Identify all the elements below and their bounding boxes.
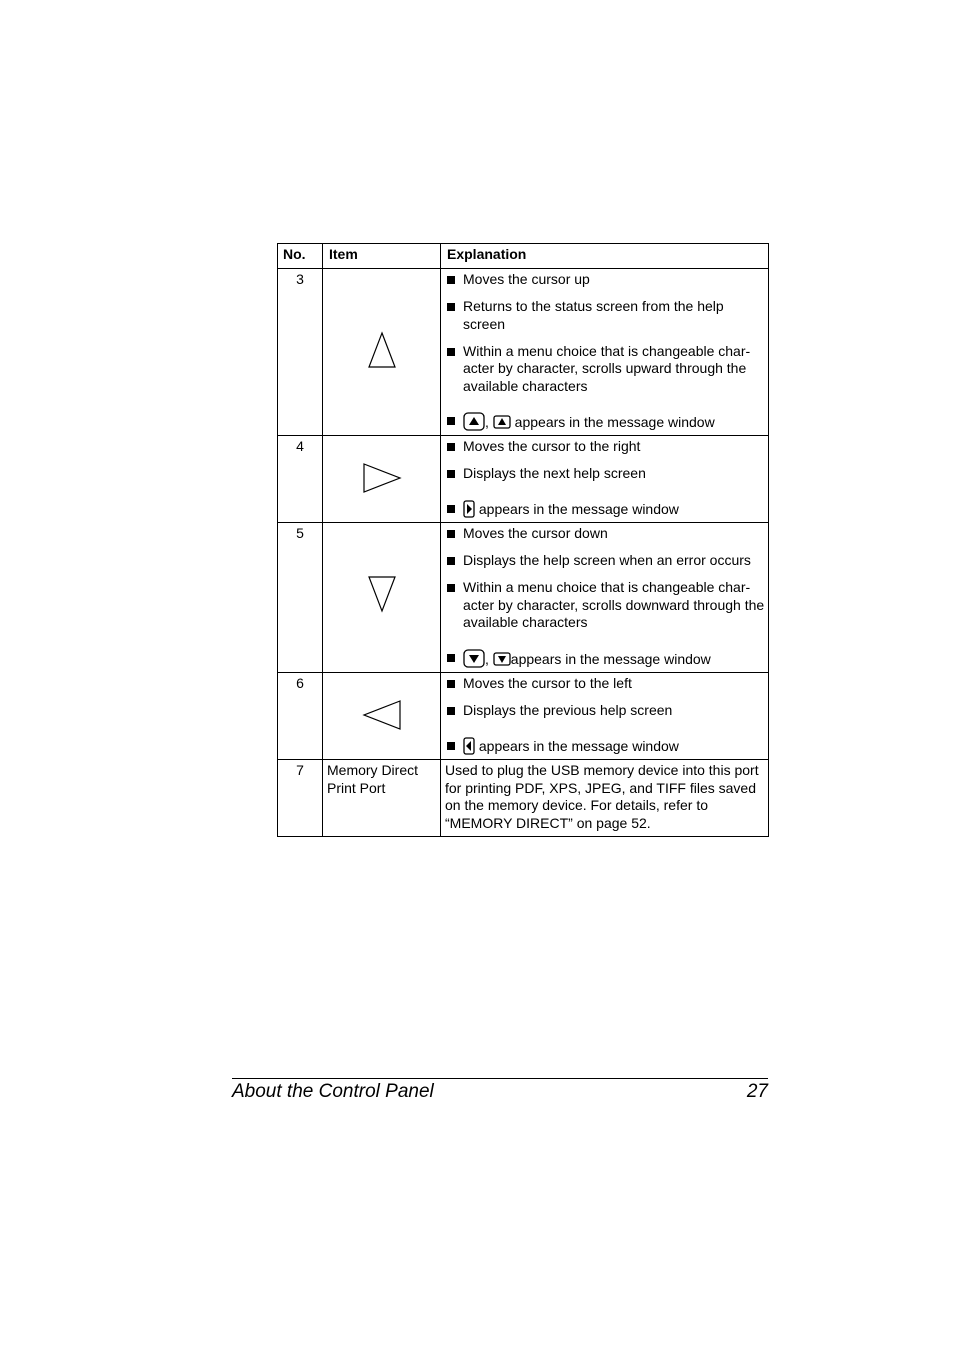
- item-label: Memory Direct Print Port: [323, 760, 441, 837]
- list-item: Within a menu choice that is changeable char-acter by character, scrolls upward through the available characters: [445, 343, 766, 396]
- list-item: Moves the cursor down: [445, 525, 766, 543]
- down-key-icon: [463, 649, 485, 668]
- explanation-cell: [441, 269, 769, 436]
- up-arrow-display-icon: [493, 415, 511, 429]
- up-key-icon: [463, 412, 485, 431]
- list-item: Within a menu choice that is changeable char-acter by character, scrolls downward through the available characters: [445, 579, 766, 632]
- header-no: No.: [278, 244, 323, 269]
- footer-title: About the Control Panel: [232, 1081, 434, 1102]
- item-cell: [323, 673, 441, 760]
- right-triangle-icon: [362, 462, 402, 494]
- table-row-6: [278, 673, 769, 760]
- list-item: , appears in the message window: [445, 412, 766, 432]
- table-row-5: [278, 523, 769, 673]
- explanation-cell: [441, 673, 769, 760]
- item-cell: [323, 269, 441, 436]
- right-arrow-display-icon: [463, 500, 475, 518]
- row-number: 4: [278, 436, 323, 523]
- down-arrow-display-icon: [493, 652, 511, 666]
- table-header-row: [278, 244, 769, 269]
- item-cell: [323, 436, 441, 523]
- header-explanation: Explanation: [441, 244, 769, 269]
- row-number: 7: [278, 760, 323, 837]
- list-item: appears in the message window: [445, 737, 766, 756]
- footer-divider: [232, 1078, 768, 1079]
- item-cell: [323, 523, 441, 673]
- explanation-cell: [441, 523, 769, 673]
- table-row-7: [278, 760, 769, 837]
- control-panel-table: [277, 243, 769, 837]
- list-item: Displays the help screen when an error occurs: [445, 552, 766, 570]
- page-number: 27: [746, 1081, 768, 1102]
- header-item: Item: [323, 244, 441, 269]
- explanation-cell: [441, 436, 769, 523]
- row-number: 6: [278, 673, 323, 760]
- row-number: 3: [278, 269, 323, 436]
- list-item: Returns to the status screen from the help screen: [445, 298, 766, 333]
- left-triangle-icon: [362, 699, 402, 731]
- left-arrow-display-icon: [463, 737, 475, 755]
- table-row-3: [278, 269, 769, 436]
- list-item: Moves the cursor to the left: [445, 675, 766, 693]
- list-item: , appears in the message window: [445, 649, 766, 669]
- list-item: Moves the cursor up: [445, 271, 766, 289]
- down-triangle-icon: [367, 575, 397, 613]
- explanation-text: Used to plug the USB memory device into this port for printing PDF, XPS, JPEG, and TIFF files saved on the memory device. For details, refer to “MEMORY DIRECT” on page 52.: [441, 760, 769, 837]
- list-item: Displays the previous help screen: [445, 702, 766, 720]
- list-item: appears in the message window: [445, 500, 766, 519]
- list-item: Displays the next help screen: [445, 465, 766, 483]
- row-number: 5: [278, 523, 323, 673]
- list-item: Moves the cursor to the right: [445, 438, 766, 456]
- up-triangle-icon: [367, 331, 397, 369]
- table-row-4: [278, 436, 769, 523]
